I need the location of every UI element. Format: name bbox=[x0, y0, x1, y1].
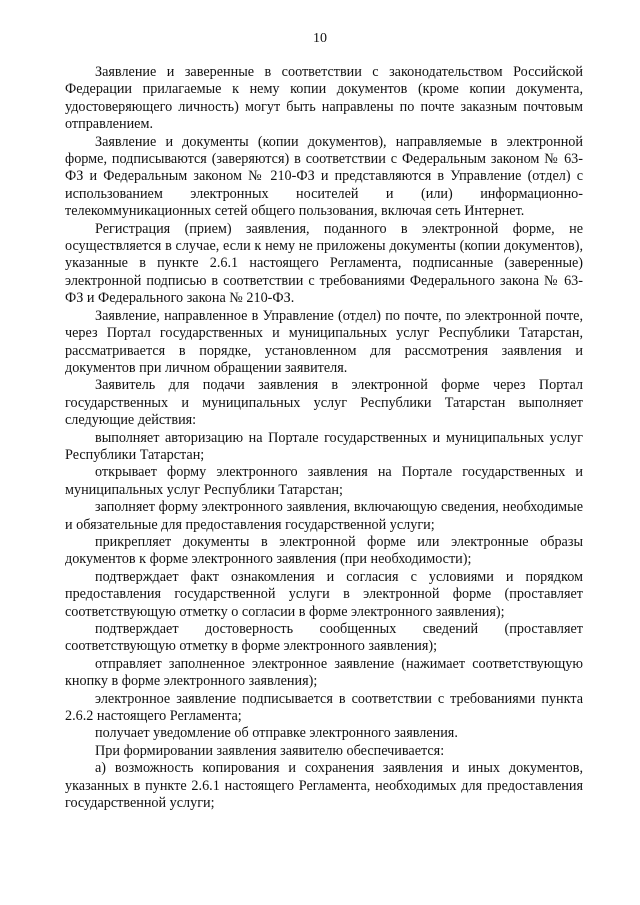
paragraph-mail-submission: Заявление и заверенные в соответствии с законодательством Российской Федерации прилагаемые к нему копии документов (кроме копии документа, удостоверяющего личность) могут быть направлены по почте заказным почтовым отправлением. bbox=[65, 64, 583, 133]
list-item-fill-form: заполняет форму электронного заявления, включающую сведения, необходимые и обязательные для предоставления государственной услуги; bbox=[65, 499, 583, 533]
page-number: 10 bbox=[313, 31, 327, 46]
list-item-send-application: отправляет заполненное электронное заявление (нажимает соответствующую кнопку в форме электронного заявления); bbox=[65, 655, 583, 690]
paragraph-applicant-actions: Заявитель для подачи заявления в электронной форме через Портал государственных и муниципальных услуг Республики Татарстан выполняет следующие действия: bbox=[65, 377, 583, 429]
list-item-attach-documents: прикрепляет документы в электронной форме или электронные образы документов к форме электронного заявления (при необходимости); bbox=[65, 533, 583, 568]
list-item-copy-save: а) возможность копирования и сохранения заявления и иных документов, указанных в пункте 2.6.1 настоящего Регламента, необходимых для предоставления государственной услуги; bbox=[65, 760, 583, 812]
paragraph-form-provisions: При формировании заявления заявителю обеспечивается: bbox=[95, 742, 445, 759]
list-item-confirm-accuracy: подтверждает достоверность сообщенных сведений (проставляет соответствующую отметку в форме электронного заявления); bbox=[65, 621, 583, 655]
paragraph-review-procedure: Заявление, направленное в Управление (отдел) по почте, по электронной почте, через Портал государственных и муниципальных услуг Республики Татарстан, рассматривается в порядке, установленном для рассмотрения заявления и документов при личном обращении заявителя. bbox=[65, 307, 583, 376]
paragraph-electronic-documents: Заявление и документы (копии документов), направляемые в электронной форме, подписываются (заверяются) в соответствии с Федеральным законом № 63-ФЗ и Федеральным законом № 210-ФЗ и представляются в Управление (отдел) с использованием электронных носителей и (или) информационно-телекоммуникационных сетей общего пользования, включая сеть Интернет. bbox=[65, 133, 583, 220]
list-item-receive-notification: получает уведомление об отправке электронного заявления. bbox=[95, 725, 458, 742]
list-item-confirm-consent: подтверждает факт ознакомления и согласия с условиями и порядком предоставления государственной услуги в электронной форме (проставляет соответствующую отметку о согласии в форме электронного заявления); bbox=[65, 568, 583, 620]
paragraph-registration-refusal: Регистрация (прием) заявления, поданного в электронной форме, не осуществляется в случае, если к нему не приложены документы (копии документов), указанные в пункте 2.6.1 настоящего Регламента, подписанные (заверенные) электронной подписью в соответствии с требованиями Федерального закона № 63-ФЗ и Федерального закона № 210-ФЗ. bbox=[65, 220, 583, 307]
list-item-signing: электронное заявление подписывается в соответствии с требованиями пункта 2.6.2 настоящего Регламента; bbox=[65, 690, 583, 725]
list-item-open-form: открывает форму электронного заявления на Портале государственных и муниципальных услуг Республики Татарстан; bbox=[65, 464, 583, 498]
list-item-authorization: выполняет авторизацию на Портале государственных и муниципальных услуг Республики Татарстан; bbox=[65, 429, 583, 463]
document-body bbox=[65, 64, 583, 812]
